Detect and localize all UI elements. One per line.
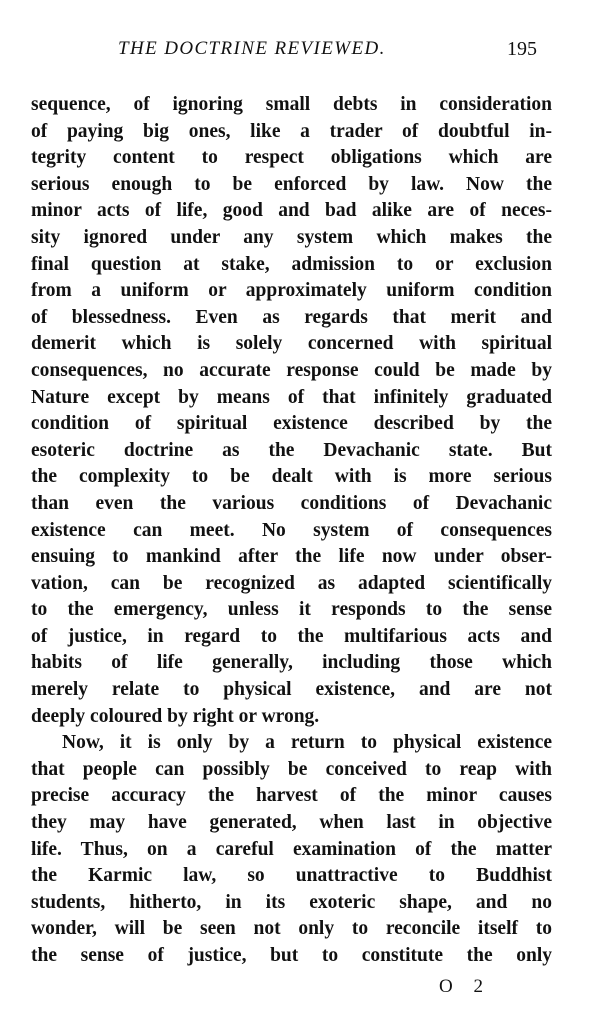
text-line: tegrity content to respect obligations which are: [31, 147, 552, 169]
text-line: the Karmic law, so unattractive to Buddhist: [31, 865, 552, 887]
text-line: life. Thus, on a careful examination of the matter: [31, 838, 552, 860]
text-line: habits of life generally, including those which: [31, 652, 552, 674]
text-line: merely relate to physical existence, and are not: [31, 679, 552, 701]
text-line: to the emergency, unless it responds to the sense: [31, 599, 552, 621]
text-line: they may have generated, when last in objective: [31, 812, 552, 834]
text-line: esoteric doctrine as the Devachanic state. But: [31, 439, 552, 461]
text-line: minor acts of life, good and bad alike are of neces-: [31, 200, 552, 222]
text-line: ensuing to mankind after the life now under obser-: [31, 546, 552, 568]
text-line: serious enough to be enforced by law. Now the: [31, 173, 552, 195]
text-line: deeply coloured by right or wrong.: [31, 705, 320, 727]
text-line: final question at stake, admission to or exclusion: [31, 253, 552, 275]
text-line: of blessedness. Even as regards that merit and: [31, 306, 552, 328]
text-line: of justice, in regard to the multifarious acts and: [31, 625, 552, 647]
signature-mark: O 2: [439, 976, 491, 997]
text-line: sequence, of ignoring small debts in consideration: [31, 94, 552, 115]
text-line: Nature except by means of that infinitely graduated: [31, 386, 552, 408]
text-line: precise accuracy the harvest of the minor causes: [31, 785, 552, 807]
text-line: existence can meet. No system of consequences: [31, 519, 552, 541]
text-line: than even the various conditions of Devachanic: [31, 492, 552, 514]
text-line: consequences, no accurate response could be made by: [31, 359, 552, 381]
text-line: the sense of justice, but to constitute the only: [31, 945, 552, 966]
body-text: [31, 92, 552, 970]
text-line: demerit which is solely concerned with spiritual: [31, 333, 552, 355]
page-number: 195: [507, 38, 537, 60]
running-title: THE DOCTRINE REVIEWED.: [118, 38, 386, 59]
text-line: vation, can be recognized as adapted scientifically: [31, 572, 552, 594]
text-line: sity ignored under any system which makes the: [31, 226, 552, 248]
text-line: the complexity to be dealt with is more serious: [31, 466, 552, 488]
text-line: of paying big ones, like a trader of doubtful in-: [31, 120, 552, 142]
text-line: wonder, will be seen not only to reconcile itself to: [31, 918, 552, 940]
running-head: [0, 38, 600, 66]
text-line: condition of spiritual existence described by the: [31, 413, 552, 435]
text-line: from a uniform or approximately uniform condition: [31, 280, 552, 302]
text-line: that people can possibly be conceived to reap with: [31, 758, 552, 780]
paragraph-start-line: Now, it is only by a return to physical existence: [62, 732, 552, 754]
text-line: students, hitherto, in its exoteric shape, and no: [31, 891, 552, 913]
